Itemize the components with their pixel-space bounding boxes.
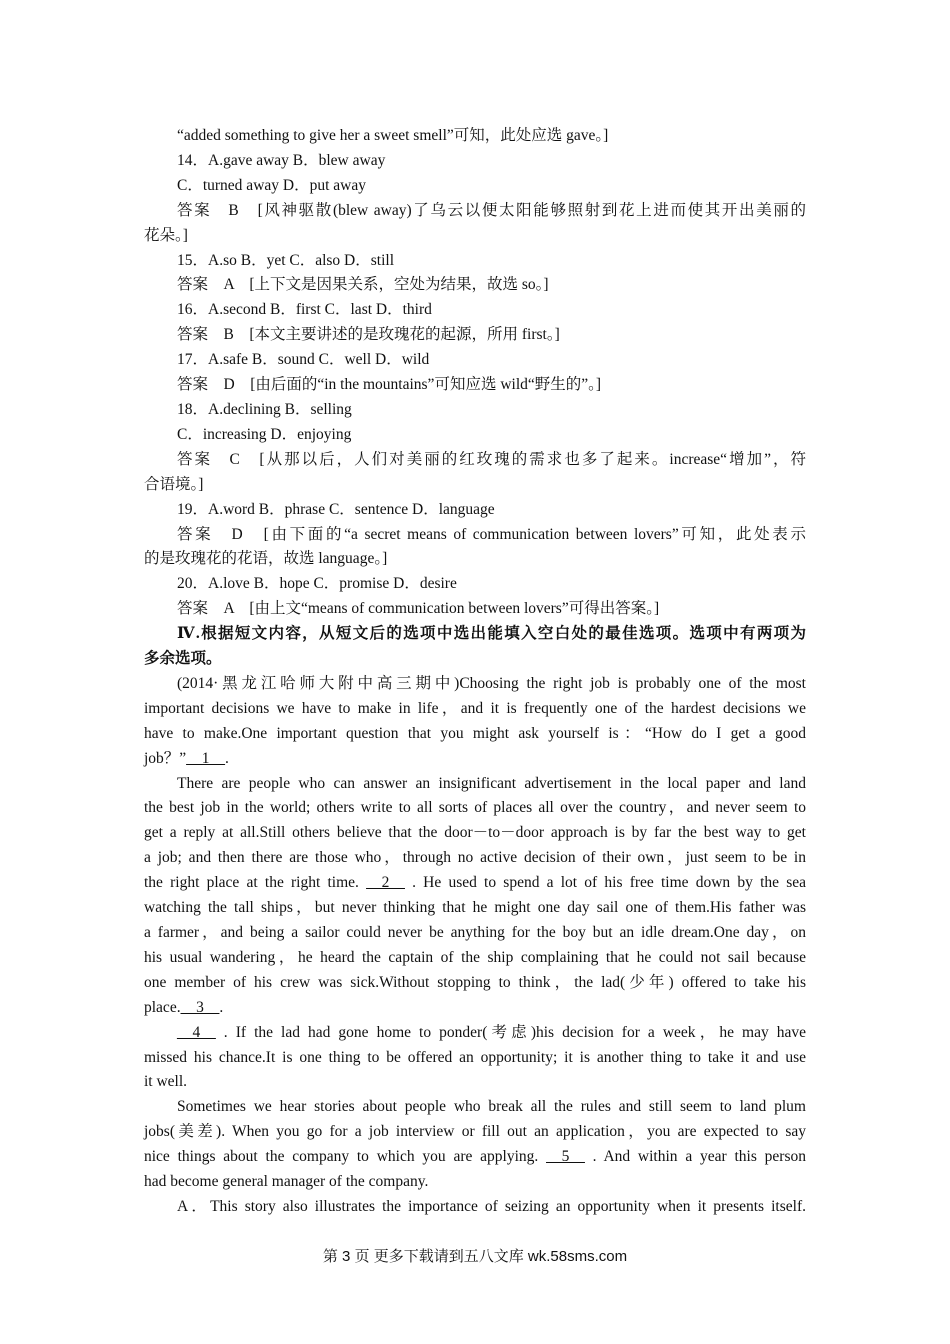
question-14: 14．A.gave away B．blew away [177, 151, 386, 169]
question-19: 19．A.word B．phrase C．sentence D．language [177, 500, 495, 518]
blank-3: __3__ [180, 998, 220, 1016]
answer-17: 答案 D [由后面的“in the mountains”可知应选 wild“野生的”。] [177, 376, 602, 394]
passage-line: his usual wandering，he heard the captain of the ship complaining that he could not sail because [144, 948, 806, 966]
passage-line: watching the tall ships，but never thinking that he might one day sail one of them.His father was [144, 899, 806, 917]
answer-15: 答案 A [上下文是因果关系，空处为结果，故选 so。] [177, 276, 549, 294]
option-a: A．This story also illustrates the importance of seizing an opportunity when it presents itself. [177, 1197, 806, 1215]
passage-line: important decisions we have to make in life，and it is frequently one of the hardest decisions we [144, 699, 806, 717]
passage-line: (2014·黑龙江哈师大附中高三期中)Choosing the right job is probably one of the most [177, 674, 806, 692]
question-18: 18．A.declining B．selling [177, 400, 352, 418]
answer-14-cont: 花朵。] [144, 226, 188, 244]
question-15: 15．A.so B．yet C．also D．still [177, 251, 395, 269]
blank-2: __2__ [366, 874, 405, 892]
answer-18-cont: 合语境。] [144, 475, 204, 493]
passage-text: . And within a year this person [592, 1148, 806, 1166]
section-iv-heading-cont: 多余选项。 [144, 650, 222, 668]
answer-19-cont: 的是玫瑰花的花语，故选 language。] [144, 550, 388, 568]
document-body [144, 124, 806, 1220]
page-footer: 第 3 页 更多下载请到五八文库 wk.58sms.com [322, 1248, 628, 1265]
answer-14: 答案 B [风神驱散(blew away)了乌云以便太阳能够照射到花上进而使其开出美丽的 [177, 201, 806, 219]
passage-line: the best job in the world; others write to all sorts of places all over the country，and never seem to [144, 799, 806, 817]
question-14-options: C．turned away D．put away [177, 176, 366, 194]
passage-text: the right place at the right time. [144, 874, 359, 892]
passage-text: job？” [144, 749, 187, 767]
passage-text: . If the lad had gone home to ponder(考虑)his decision for a week，he may have [223, 1023, 806, 1041]
passage-line [144, 747, 806, 772]
passage-line: jobs(美差). When you go for a job interview or fill out an application，you are expected to say [144, 1123, 806, 1141]
passage-line: get a reply at all.Still others believe that the door－to－door approach is by far the best way to get [144, 824, 806, 842]
passage-text: . [224, 749, 229, 767]
blank-5: __5__ [546, 1148, 585, 1166]
passage-line: missed his chance.It is one thing to be offered an opportunity; it is another thing to take it and use [144, 1048, 806, 1066]
passage-text: place. [144, 998, 181, 1016]
answer-18: 答案 C [从那以后，人们对美丽的红玫瑰的需求也多了起来。increase“增加”，符 [177, 450, 806, 468]
passage-line: have to make.One important question that you might ask yourself is：“How do I get a good [144, 724, 806, 742]
section-iv-heading: Ⅳ.根据短文内容，从短文后的选项中选出能填入空白处的最佳选项。选项中有两项为 [177, 625, 806, 643]
passage-text: . [219, 998, 224, 1016]
passage-line: a job; and then there are those who，through no active decision of their own，just seem to be in [144, 849, 806, 867]
passage-line [144, 1021, 806, 1046]
answer-16: 答案 B [本文主要讲述的是玫瑰花的起源，所用 first。] [177, 326, 560, 344]
question-17: 17．A.safe B．sound C．well D．wild [177, 351, 430, 369]
passage-line [144, 1145, 806, 1170]
question-16: 16．A.second B．first C．last D．third [177, 301, 432, 319]
text-line: “added something to give her a sweet smell”可知，此处应选 gave。] [177, 127, 609, 144]
answer-20: 答案 A [由上文“means of communication between lovers”可得出答案。] [177, 600, 660, 618]
blank-4: __4__ [177, 1023, 216, 1041]
passage-line: a farmer，and being a sailor could never be anything for the boy but an idle dream.One day，on [144, 924, 806, 941]
passage-line: There are people who can answer an insignificant advertisement in the local paper and land [177, 774, 806, 792]
question-20: 20．A.love B．hope C．promise D．desire [177, 575, 457, 593]
blank-1: __1__ [186, 749, 225, 767]
passage-text: . He used to spend a lot of his free time down by the sea [412, 874, 807, 892]
passage-line: one member of his crew was sick.Without stopping to think，the lad(少年) offered to take his [144, 973, 806, 991]
passage-line: had become general manager of the company. [144, 1173, 429, 1191]
answer-19: 答案 D [由下面的“a secret means of communication between lovers”可知，此处表示 [177, 525, 806, 543]
passage-text: nice things about the company to which you are applying. [144, 1148, 539, 1166]
question-18-options: C．increasing D．enjoying [177, 425, 352, 443]
passage-line: it well. [144, 1073, 188, 1091]
passage-line: Sometimes we hear stories about people who break all the rules and still seem to land plum [177, 1098, 806, 1116]
passage-line [144, 996, 806, 1021]
passage-line [144, 871, 806, 896]
